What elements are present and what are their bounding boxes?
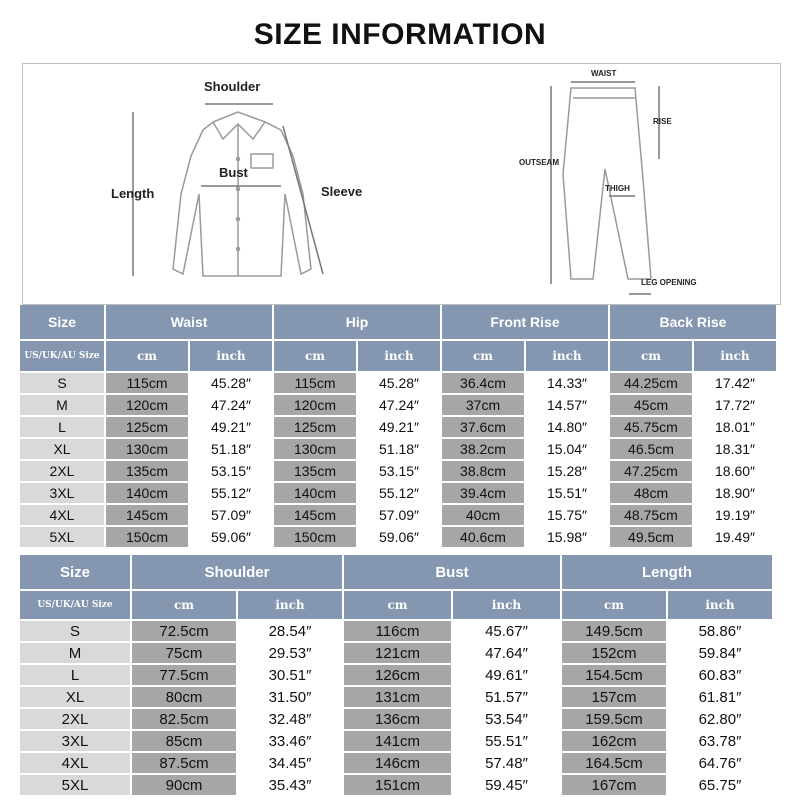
- inch-value-cell: 51.57″: [453, 687, 560, 707]
- inch-value-cell: 65.75″: [668, 775, 772, 795]
- inch-value-cell: 63.78″: [668, 731, 772, 751]
- inch-value-cell: 31.50″: [238, 687, 342, 707]
- unit-cm: cm: [344, 591, 451, 619]
- table-header-row: [20, 305, 776, 339]
- inch-value-cell: 62.80″: [668, 709, 772, 729]
- inch-value-cell: 15.51″: [526, 483, 608, 503]
- sleeve-label: Sleeve: [321, 184, 363, 199]
- cm-value-cell: 48.75cm: [610, 505, 692, 525]
- leg-opening-label: LEG OPENING: [641, 278, 697, 287]
- inch-value-cell: 15.98″: [526, 527, 608, 547]
- inch-value-cell: 35.43″: [238, 775, 342, 795]
- inch-value-cell: 49.21″: [190, 417, 272, 437]
- cm-value-cell: 121cm: [344, 643, 451, 663]
- inch-value-cell: 45.28″: [358, 373, 440, 393]
- unit-inch: inch: [526, 341, 608, 371]
- size-cell: M: [20, 643, 130, 663]
- cm-value-cell: 120cm: [106, 395, 188, 415]
- size-cell: XL: [20, 439, 104, 459]
- inch-value-cell: 32.48″: [238, 709, 342, 729]
- inch-value-cell: 51.18″: [358, 439, 440, 459]
- cm-value-cell: 140cm: [106, 483, 188, 503]
- size-standard-label: US/UK/AU Size: [20, 341, 104, 371]
- outseam-label: OUTSEAM: [519, 158, 559, 167]
- cm-value-cell: 152cm: [562, 643, 666, 663]
- table-row: [20, 709, 772, 729]
- table-row: [20, 753, 772, 773]
- unit-cm: cm: [562, 591, 666, 619]
- cm-value-cell: 80cm: [132, 687, 236, 707]
- inch-value-cell: 45.67″: [453, 621, 560, 641]
- inch-value-cell: 14.33″: [526, 373, 608, 393]
- shoulder-header: Shoulder: [132, 555, 342, 589]
- table-row: [20, 731, 772, 751]
- cm-value-cell: 115cm: [274, 373, 356, 393]
- size-cell: 3XL: [20, 483, 104, 503]
- inch-value-cell: 57.09″: [190, 505, 272, 525]
- inch-value-cell: 14.80″: [526, 417, 608, 437]
- table-row: [20, 775, 772, 795]
- size-cell: 4XL: [20, 505, 104, 525]
- page-title: SIZE INFORMATION: [253, 18, 547, 51]
- size-cell: S: [20, 373, 104, 393]
- shoulder-label: Shoulder: [204, 79, 261, 94]
- cm-value-cell: 40cm: [442, 505, 524, 525]
- cm-value-cell: 125cm: [274, 417, 356, 437]
- inch-value-cell: 59.06″: [358, 527, 440, 547]
- cm-value-cell: 164.5cm: [562, 753, 666, 773]
- table-row: [20, 643, 772, 663]
- table-row: [20, 395, 776, 415]
- inch-value-cell: 28.54″: [238, 621, 342, 641]
- bust-label: Bust: [219, 165, 248, 180]
- cm-value-cell: 150cm: [274, 527, 356, 547]
- front-rise-header: Front Rise: [442, 305, 608, 339]
- cm-value-cell: 135cm: [274, 461, 356, 481]
- cm-value-cell: 167cm: [562, 775, 666, 795]
- unit-cm: cm: [610, 341, 692, 371]
- cm-value-cell: 145cm: [274, 505, 356, 525]
- inch-value-cell: 57.48″: [453, 753, 560, 773]
- inch-value-cell: 34.45″: [238, 753, 342, 773]
- unit-inch: inch: [668, 591, 772, 619]
- size-table-shirt: [18, 553, 774, 797]
- inch-value-cell: 14.57″: [526, 395, 608, 415]
- thigh-label: THIGH: [605, 184, 630, 193]
- inch-value-cell: 53.15″: [358, 461, 440, 481]
- cm-value-cell: 75cm: [132, 643, 236, 663]
- cm-value-cell: 159.5cm: [562, 709, 666, 729]
- measurement-illustration: [23, 64, 780, 304]
- cm-value-cell: 38.8cm: [442, 461, 524, 481]
- bust-header: Bust: [344, 555, 560, 589]
- cm-value-cell: 39.4cm: [442, 483, 524, 503]
- size-cell: XL: [20, 687, 130, 707]
- waist-header: Waist: [106, 305, 272, 339]
- inch-value-cell: 58.86″: [668, 621, 772, 641]
- cm-value-cell: 37cm: [442, 395, 524, 415]
- inch-value-cell: 18.31″: [694, 439, 776, 459]
- back-rise-header: Back Rise: [610, 305, 776, 339]
- inch-value-cell: 30.51″: [238, 665, 342, 685]
- inch-value-cell: 15.75″: [526, 505, 608, 525]
- cm-value-cell: 49.5cm: [610, 527, 692, 547]
- inch-value-cell: 55.12″: [190, 483, 272, 503]
- cm-value-cell: 145cm: [106, 505, 188, 525]
- inch-value-cell: 49.61″: [453, 665, 560, 685]
- inch-value-cell: 49.21″: [358, 417, 440, 437]
- cm-value-cell: 45.75cm: [610, 417, 692, 437]
- cm-value-cell: 130cm: [106, 439, 188, 459]
- cm-value-cell: 37.6cm: [442, 417, 524, 437]
- unit-inch: inch: [190, 341, 272, 371]
- measurement-diagram: [22, 63, 781, 305]
- unit-inch: inch: [358, 341, 440, 371]
- inch-value-cell: 51.18″: [190, 439, 272, 459]
- unit-cm: cm: [106, 341, 188, 371]
- table-row: [20, 483, 776, 503]
- unit-inch: inch: [694, 341, 776, 371]
- inch-value-cell: 18.60″: [694, 461, 776, 481]
- size-cell: S: [20, 621, 130, 641]
- cm-value-cell: 141cm: [344, 731, 451, 751]
- inch-value-cell: 19.19″: [694, 505, 776, 525]
- cm-value-cell: 150cm: [106, 527, 188, 547]
- inch-value-cell: 59.06″: [190, 527, 272, 547]
- inch-value-cell: 19.49″: [694, 527, 776, 547]
- cm-value-cell: 38.2cm: [442, 439, 524, 459]
- table-row: [20, 439, 776, 459]
- inch-value-cell: 53.15″: [190, 461, 272, 481]
- cm-value-cell: 149.5cm: [562, 621, 666, 641]
- inch-value-cell: 33.46″: [238, 731, 342, 751]
- unit-cm: cm: [274, 341, 356, 371]
- inch-value-cell: 47.64″: [453, 643, 560, 663]
- size-standard-label: US/UK/AU Size: [20, 591, 130, 619]
- cm-value-cell: 126cm: [344, 665, 451, 685]
- table-row: [20, 461, 776, 481]
- length-label: Length: [111, 186, 155, 201]
- table-row: [20, 527, 776, 547]
- table-row: [20, 373, 776, 393]
- cm-value-cell: 157cm: [562, 687, 666, 707]
- unit-inch: inch: [238, 591, 342, 619]
- inch-value-cell: 17.42″: [694, 373, 776, 393]
- inch-value-cell: 47.24″: [358, 395, 440, 415]
- cm-value-cell: 135cm: [106, 461, 188, 481]
- cm-value-cell: 136cm: [344, 709, 451, 729]
- cm-value-cell: 77.5cm: [132, 665, 236, 685]
- cm-value-cell: 72.5cm: [132, 621, 236, 641]
- cm-value-cell: 125cm: [106, 417, 188, 437]
- size-header: Size: [20, 555, 130, 589]
- inch-value-cell: 64.76″: [668, 753, 772, 773]
- shirt-illustration: [133, 104, 323, 276]
- size-cell: L: [20, 665, 130, 685]
- size-cell: 3XL: [20, 731, 130, 751]
- table-row: [20, 687, 772, 707]
- inch-value-cell: 59.45″: [453, 775, 560, 795]
- inch-value-cell: 60.83″: [668, 665, 772, 685]
- table-row: [20, 665, 772, 685]
- inch-value-cell: 57.09″: [358, 505, 440, 525]
- cm-value-cell: 140cm: [274, 483, 356, 503]
- rise-label: RISE: [653, 117, 672, 126]
- size-cell: 2XL: [20, 709, 130, 729]
- inch-value-cell: 18.90″: [694, 483, 776, 503]
- table-row: [20, 505, 776, 525]
- inch-value-cell: 61.81″: [668, 687, 772, 707]
- cm-value-cell: 116cm: [344, 621, 451, 641]
- cm-value-cell: 130cm: [274, 439, 356, 459]
- cm-value-cell: 85cm: [132, 731, 236, 751]
- cm-value-cell: 47.25cm: [610, 461, 692, 481]
- unit-header-row: [20, 341, 776, 371]
- inch-value-cell: 53.54″: [453, 709, 560, 729]
- inch-value-cell: 15.04″: [526, 439, 608, 459]
- cm-value-cell: 87.5cm: [132, 753, 236, 773]
- size-header: Size: [20, 305, 104, 339]
- size-cell: L: [20, 417, 104, 437]
- hip-header: Hip: [274, 305, 440, 339]
- inch-value-cell: 17.72″: [694, 395, 776, 415]
- unit-cm: cm: [442, 341, 524, 371]
- size-table-pants: [18, 303, 778, 549]
- unit-cm: cm: [132, 591, 236, 619]
- cm-value-cell: 120cm: [274, 395, 356, 415]
- cm-value-cell: 46.5cm: [610, 439, 692, 459]
- cm-value-cell: 131cm: [344, 687, 451, 707]
- cm-value-cell: 36.4cm: [442, 373, 524, 393]
- table-row: [20, 417, 776, 437]
- size-cell: 5XL: [20, 527, 104, 547]
- cm-value-cell: 45cm: [610, 395, 692, 415]
- cm-value-cell: 44.25cm: [610, 373, 692, 393]
- inch-value-cell: 55.12″: [358, 483, 440, 503]
- cm-value-cell: 115cm: [106, 373, 188, 393]
- table-header-row: [20, 555, 772, 589]
- waist-label: WAIST: [591, 69, 617, 78]
- inch-value-cell: 29.53″: [238, 643, 342, 663]
- inch-value-cell: 59.84″: [668, 643, 772, 663]
- cm-value-cell: 90cm: [132, 775, 236, 795]
- size-cell: 2XL: [20, 461, 104, 481]
- inch-value-cell: 55.51″: [453, 731, 560, 751]
- unit-inch: inch: [453, 591, 560, 619]
- inch-value-cell: 18.01″: [694, 417, 776, 437]
- inch-value-cell: 47.24″: [190, 395, 272, 415]
- table-row: [20, 621, 772, 641]
- cm-value-cell: 82.5cm: [132, 709, 236, 729]
- inch-value-cell: 45.28″: [190, 373, 272, 393]
- cm-value-cell: 154.5cm: [562, 665, 666, 685]
- size-cell: 5XL: [20, 775, 130, 795]
- size-cell: M: [20, 395, 104, 415]
- size-cell: 4XL: [20, 753, 130, 773]
- cm-value-cell: 40.6cm: [442, 527, 524, 547]
- cm-value-cell: 146cm: [344, 753, 451, 773]
- cm-value-cell: 151cm: [344, 775, 451, 795]
- unit-header-row: [20, 591, 772, 619]
- length-header: Length: [562, 555, 772, 589]
- cm-value-cell: 48cm: [610, 483, 692, 503]
- cm-value-cell: 162cm: [562, 731, 666, 751]
- inch-value-cell: 15.28″: [526, 461, 608, 481]
